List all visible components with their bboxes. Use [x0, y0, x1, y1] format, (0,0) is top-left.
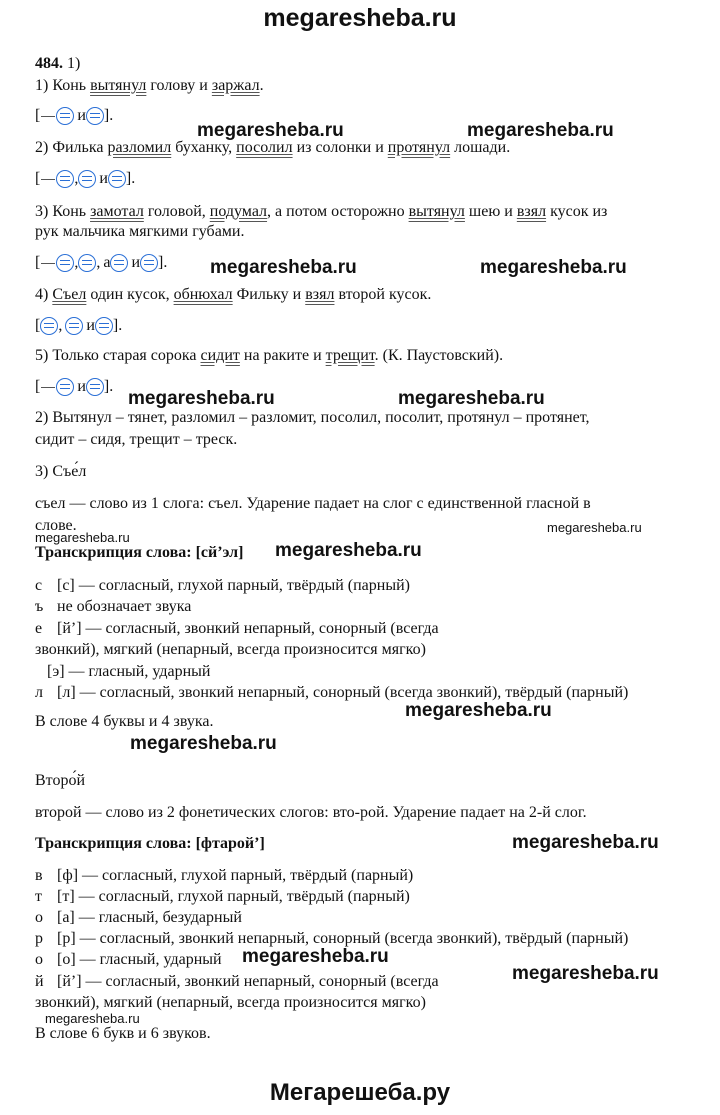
word1-row	[47, 662, 210, 682]
watermark-bottom: Мегарешеба.ру	[269, 1079, 451, 1106]
subject-dash	[41, 179, 55, 180]
predicate: протянул	[387, 139, 451, 156]
predicate: обнюхал	[173, 286, 233, 303]
sentence-2	[35, 138, 510, 158]
subject-dash	[41, 263, 55, 264]
word2-title: Второ́й	[35, 772, 86, 789]
predicate: разломил	[107, 139, 172, 156]
word2-row	[35, 993, 426, 1013]
word2-desc: второй — слово из 2 фонетических слогов: вто-рой. Ударение падает на 2-й слог.	[35, 804, 587, 821]
word1-row	[35, 597, 191, 617]
row-text: [й’] — согласный, звонкий непарный, сонорный (всегда	[57, 620, 439, 637]
predicate: подумал	[209, 203, 268, 220]
predicate-circle-icon	[78, 170, 96, 188]
predicate: посолил	[236, 139, 293, 156]
sentence-4	[35, 285, 431, 305]
conj: и	[77, 378, 86, 395]
row-text: не обозначает звука	[57, 598, 192, 615]
row-text: [т] — согласный, глухой парный, твёрдый (парный)	[57, 888, 410, 905]
comma: ,	[58, 317, 63, 334]
predicate: сидит	[200, 347, 240, 364]
text: головой,	[143, 203, 210, 220]
part3-label: 3) Съе́л	[35, 463, 87, 480]
word2-transcription: Транскрипция слова: [фтарой’]	[35, 835, 265, 852]
text: 4)	[35, 286, 53, 303]
predicate-circle-icon	[110, 254, 128, 272]
watermark: megaresheba.ru	[197, 120, 344, 141]
bracket: [	[35, 378, 41, 395]
predicate-circle-icon	[56, 378, 74, 396]
letter: е	[35, 620, 43, 637]
letter: й	[35, 973, 44, 990]
text: 3) Конь	[35, 203, 91, 220]
word2-summary: В слове 6 букв и 6 звуков.	[35, 1025, 211, 1042]
text: кусок из	[546, 203, 608, 220]
schema-1	[35, 106, 113, 126]
text: на раките и	[239, 347, 326, 364]
schema-5	[35, 377, 113, 397]
watermark-top: megaresheba.ru	[263, 4, 457, 32]
predicate-circle-icon	[40, 317, 58, 335]
bracket: ].	[103, 378, 114, 395]
bracket: ].	[125, 170, 136, 187]
predicate: трещит	[325, 347, 375, 364]
word2-row	[35, 908, 242, 928]
bracket: [	[35, 254, 41, 271]
task-heading	[35, 54, 80, 74]
watermark: megaresheba.ru	[467, 120, 614, 141]
letter: о	[35, 909, 43, 926]
predicate-circle-icon	[56, 254, 74, 272]
watermark: megaresheba.ru	[547, 520, 642, 535]
letter: о	[35, 951, 43, 968]
letter: т	[35, 888, 42, 905]
row-text: звонкий), мягкий (непарный, всегда произносится мягко)	[35, 994, 426, 1011]
watermark: megaresheba.ru	[480, 257, 627, 278]
conj: и	[77, 107, 86, 124]
watermark: megaresheba.ru	[512, 832, 659, 853]
watermark: megaresheba.ru	[275, 540, 422, 561]
predicate: Съел	[52, 286, 87, 303]
predicate-circle-icon	[86, 378, 104, 396]
row-text: [а] — гласный, безударный	[57, 909, 242, 926]
bracket: ].	[103, 107, 114, 124]
predicate: заржал	[211, 77, 260, 94]
subject-dash	[41, 116, 55, 117]
bracket: ].	[158, 254, 168, 271]
letter: р	[35, 930, 43, 947]
watermark: megaresheba.ru	[130, 733, 277, 754]
text: лошади.	[450, 139, 511, 156]
comma: ,	[74, 254, 79, 271]
conj: и	[86, 317, 95, 334]
letter: л	[35, 684, 43, 701]
comma: ,	[96, 254, 101, 271]
row-text: [р] — согласный, звонкий непарный, сонорный (всегда звонкий), твёрдый (парный)	[57, 930, 629, 947]
text: .	[259, 77, 264, 94]
sentence-1	[35, 76, 264, 96]
letter: ъ	[35, 598, 44, 615]
predicate-circle-icon	[95, 317, 113, 335]
word1-row	[35, 576, 410, 596]
row-text: [й’] — согласный, звонкий непарный, сонорный (всегда	[57, 973, 439, 990]
conj: и	[99, 170, 108, 187]
predicate-circle-icon	[140, 254, 158, 272]
part2-line2: сидит – сидя, трещит – треск.	[35, 431, 238, 448]
word1-summary: В слове 4 буквы и 4 звука.	[35, 713, 214, 730]
part2-line1: 2) Вытянул – тянет, разломил – разломит, посолил, посолит, протянул – протянет,	[35, 409, 590, 426]
predicate-circle-icon	[86, 107, 104, 125]
sentence-5	[35, 346, 503, 366]
watermark: megaresheba.ru	[242, 946, 389, 967]
watermark: megaresheba.ru	[45, 1011, 140, 1026]
bracket: [	[35, 107, 41, 124]
conj: а	[103, 254, 111, 271]
row-text: [л] — согласный, звонкий непарный, сонорный (всегда звонкий), твёрдый (парный)	[57, 684, 629, 701]
text: из солонки и	[292, 139, 388, 156]
word2-row	[35, 887, 410, 907]
letter: с	[35, 577, 43, 594]
schema-3	[35, 253, 167, 273]
predicate-circle-icon	[56, 107, 74, 125]
predicate: взял	[305, 286, 335, 303]
watermark: megaresheba.ru	[35, 530, 130, 545]
subject-dash	[41, 387, 55, 388]
watermark: megaresheba.ru	[398, 388, 545, 409]
row-text: [о] — гласный, ударный	[57, 951, 222, 968]
watermark: megaresheba.ru	[512, 963, 659, 984]
predicate-circle-icon	[78, 254, 96, 272]
predicate: замотал	[90, 203, 144, 220]
predicate-circle-icon	[65, 317, 83, 335]
watermark: megaresheba.ru	[128, 388, 275, 409]
predicate-circle-icon	[108, 170, 126, 188]
row-text: [с] — согласный, глухой парный, твёрдый (парный)	[57, 577, 410, 594]
row-text: [э] — гласный, ударный	[47, 663, 211, 680]
predicate: взял	[516, 203, 547, 220]
text: 2) Филька	[35, 139, 108, 156]
watermark: megaresheba.ru	[405, 700, 552, 721]
predicate-circle-icon	[56, 170, 74, 188]
bracket: [	[35, 317, 41, 334]
word1-row	[35, 619, 439, 639]
bracket: ].	[112, 317, 123, 334]
word1-transcription: Транскрипция слова: [сй’эл]	[35, 544, 244, 561]
text: 5) Только старая сорока	[35, 347, 201, 364]
row-text: [ф] — согласный, глухой парный, твёрдый (парный)	[57, 867, 414, 884]
row-text: звонкий), мягкий (непарный, всегда произносится мягко)	[35, 641, 426, 658]
text: буханку,	[171, 139, 237, 156]
schema-2	[35, 169, 135, 189]
schema-4	[35, 316, 122, 336]
text: шею и	[464, 203, 517, 220]
watermark: megaresheba.ru	[210, 257, 357, 278]
text: голову и	[146, 77, 212, 94]
text: , а потом осторожно	[267, 203, 409, 220]
predicate: вытянул	[408, 203, 465, 220]
sentence-3-line2: рук мальчика мягкими губами.	[35, 223, 245, 240]
text: один кусок,	[86, 286, 174, 303]
bracket: [	[35, 170, 41, 187]
word2-row	[35, 866, 413, 886]
text: . (К. Паустовский).	[374, 347, 504, 364]
sentence-3	[35, 202, 607, 222]
word2-row	[35, 950, 222, 970]
text: 1) Конь	[35, 77, 91, 94]
part1-label: 1)	[67, 55, 81, 72]
letter: в	[35, 867, 43, 884]
predicate: вытянул	[90, 77, 147, 94]
conj: и	[131, 254, 140, 271]
text: второй кусок.	[334, 286, 432, 303]
word1-row	[35, 640, 426, 660]
word1-desc-line2: слове.	[35, 517, 77, 534]
task-number: 484.	[35, 55, 63, 72]
word2-row	[35, 972, 439, 992]
comma: ,	[74, 170, 79, 187]
word1-desc-line1: съел — слово из 1 слога: съел. Ударение падает на слог с единственной гласной в	[35, 495, 591, 512]
text: Фильку и	[232, 286, 306, 303]
